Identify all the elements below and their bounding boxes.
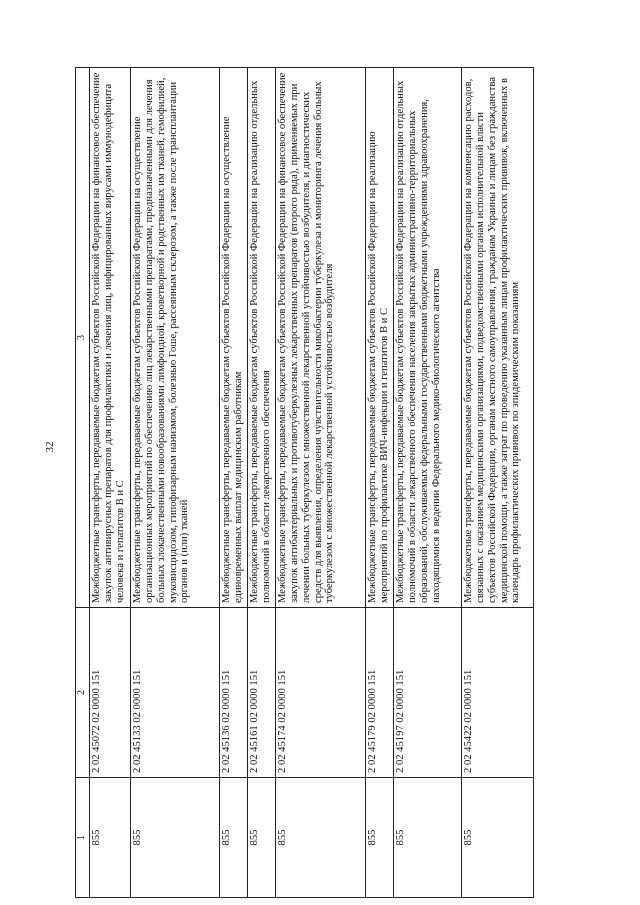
table-row xyxy=(220,68,248,898)
description-cell: Межбюджетные трансферты, передаваемые бюджетам субъектов Российской Федерации на осуществление организационных мероприятий по обеспечению лиц лекарственными препаратами, предназначенными для лечения больных злокачественными новообразованиями лимфоидной, кроветворной и родственных им тканей, гемофилией, муковисцидозом, гипофизарным нанизмом, болезнью Гоше, рассеянным склерозом, а также после трансплантации органов и (или) тканей xyxy=(131,68,220,608)
budget-code-cell: 2 02 45072 02 0000 151 xyxy=(90,608,131,778)
header-col-2: 2 xyxy=(76,608,90,778)
table-row xyxy=(462,68,534,898)
table-container xyxy=(75,68,520,898)
admin-code-cell: 855 xyxy=(462,778,534,898)
budget-classification-table xyxy=(75,67,534,898)
table-row xyxy=(248,68,276,898)
table-row xyxy=(394,68,462,898)
admin-code-cell: 855 xyxy=(276,778,366,898)
admin-code-cell: 855 xyxy=(220,778,248,898)
budget-code-cell: 2 02 45174 02 0000 151 xyxy=(276,608,366,778)
header-col-1: 1 xyxy=(76,778,90,898)
admin-code-cell: 855 xyxy=(248,778,276,898)
budget-code-cell: 2 02 45136 02 0000 151 xyxy=(220,608,248,778)
admin-code-cell: 855 xyxy=(131,778,220,898)
admin-code-cell: 855 xyxy=(394,778,462,898)
budget-code-cell: 2 02 45422 02 0000 151 xyxy=(462,608,534,778)
description-cell: Межбюджетные трансферты, передаваемые бюджетам субъектов Российской Федерации на реализацию отдельных полномочий в области лекарственного обеспечения населения закрытых административно-территориальных образований, обслуживаемых федеральными государственными бюджетными учреждениями здравоохранения, находящимися в ведении Федерального медико-биологического агентства xyxy=(394,68,462,608)
admin-code-cell: 855 xyxy=(366,778,394,898)
description-cell: Межбюджетные трансферты, передаваемые бюджетам субъектов Российской Федерации на осуществление единовременных выплат медицинским работникам xyxy=(220,68,248,608)
table-row xyxy=(131,68,220,898)
budget-code-cell: 2 02 45161 02 0000 151 xyxy=(248,608,276,778)
description-cell: Межбюджетные трансферты, передаваемые бюджетам субъектов Российской Федерации на реализацию мероприятий по профилактике ВИЧ-инфекции и гепатитов В и С xyxy=(366,68,394,608)
budget-code-cell: 2 02 45179 02 0000 151 xyxy=(366,608,394,778)
header-col-3: 3 xyxy=(76,68,90,608)
description-cell: Межбюджетные трансферты, передаваемые бюджетам субъектов Российской Федерации на финансовое обеспечение закупок антибактериальных и противотуберкулезных лекарственных препаратов (второго ряда), применяемых при лечении больных туберкулезом с множественной лекарственной устойчивостью возбудителя, и диагностических средств для выявления, определения чувствительности микобактерии туберкулеза и мониторинга лечения больных туберкулезом с множественной лекарственной устойчивостью возбудителя xyxy=(276,68,366,608)
header-row xyxy=(76,68,90,898)
table-row xyxy=(366,68,394,898)
admin-code-cell: 855 xyxy=(90,778,131,898)
table-row xyxy=(276,68,366,898)
page-number: 32 xyxy=(44,441,56,453)
table-row xyxy=(90,68,131,898)
description-cell: Межбюджетные трансферты, передаваемые бюджетам субъектов Российской Федерации на финансовое обеспечение закупок антивирусных препаратов для профилактики и лечения лиц, инфицированных вирусами иммунодефицита человека и гепатитов В и С xyxy=(90,68,131,608)
description-cell: Межбюджетные трансферты, передаваемые бюджетам субъектов Российской Федерации на реализацию отдельных полномочий в области лекарственного обеспечения xyxy=(248,68,276,608)
budget-code-cell: 2 02 45197 02 0000 151 xyxy=(394,608,462,778)
budget-code-cell: 2 02 45133 02 0000 151 xyxy=(131,608,220,778)
description-cell: Межбюджетные трансферты, передаваемые бюджетам субъектов Российской Федерации на компенсацию расходов, связанных с оказанием медицинскими организациями, подведомственными органам исполнительной власти субъектов Российской Федерации, органам местного самоуправления, гражданам Украины и лицам без гражданства медицинской помощи, а также затрат по проведению указанным лицам профилактических прививок, включенных в календарь профилактических прививок по эпидемическим показаниям xyxy=(462,68,534,608)
